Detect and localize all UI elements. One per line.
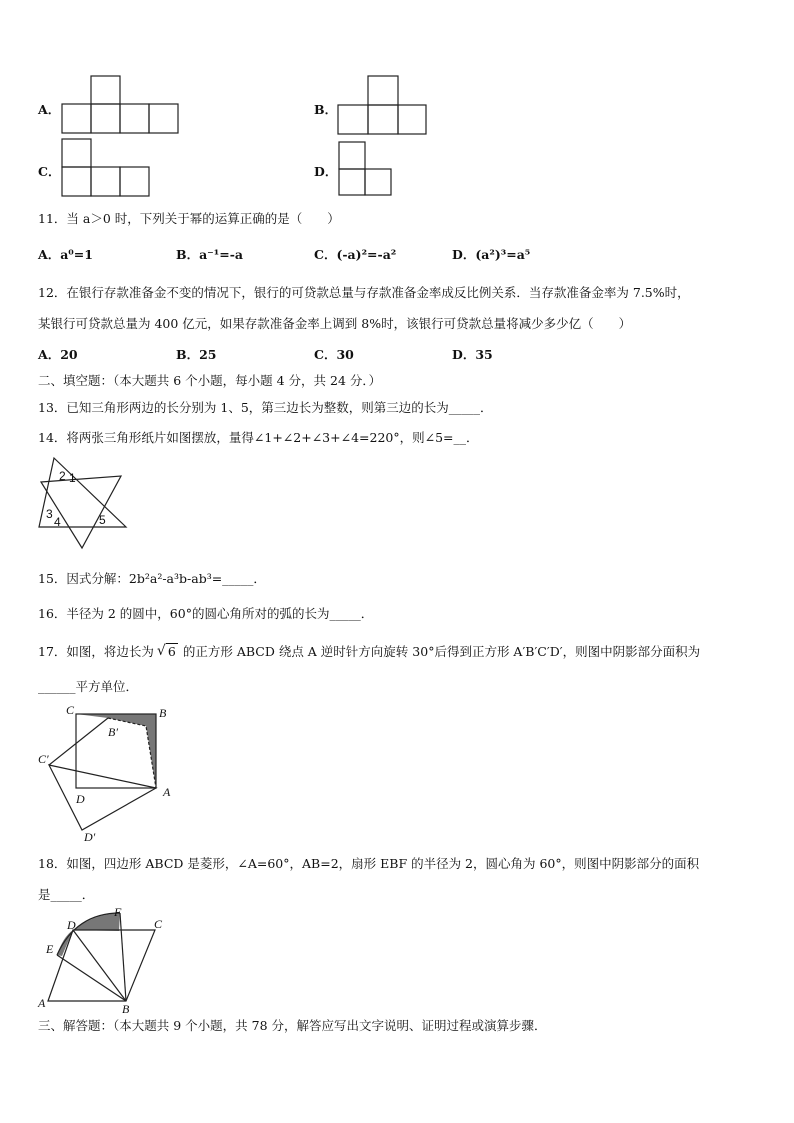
- q11-option-c: C．(-a)²=-a²: [314, 247, 397, 262]
- q18-label-e: E: [46, 942, 54, 956]
- q17-label-b: B: [159, 706, 167, 720]
- q13-text: 13．已知三角形两边的长分别为 1、5，第三边长为整数，则第三边的长为_____．: [38, 400, 493, 415]
- q11-option-d: D．(a²)³=a⁵: [452, 247, 531, 262]
- q12-line1: 12．在银行存款准备金不变的情况下，银行的可贷款总量与存款准备金率成反比例关系．当存款准备金率为 7.5%时，: [38, 285, 690, 300]
- q10-net-a: [62, 76, 182, 136]
- q18-label-d: D: [67, 918, 76, 932]
- q14-label-3: 3: [46, 507, 53, 521]
- q17-label-d: D: [76, 792, 85, 806]
- q17-label-cprime: C′: [38, 752, 49, 766]
- sqrt-symbol: √ 6: [156, 643, 176, 659]
- section3-heading: 三、解答题：（本大题共 9 个小题，共 78 分，解答应写出文字说明、证明过程或演算步骤．: [38, 1018, 547, 1033]
- q18-line2: 是_____．: [38, 887, 95, 902]
- q12-option-d: D．35: [452, 347, 493, 362]
- q17-label-dprime: D′: [84, 830, 96, 844]
- q16-text: 16．半径为 2 的圆中，60°的圆心角所对的弧的长为_____．: [38, 606, 374, 621]
- q17-label-a: A: [163, 785, 171, 799]
- q18-figure: [36, 905, 166, 1016]
- q10-net-b: [338, 76, 430, 136]
- q10-net-d: [339, 142, 395, 198]
- q14-label-4: 4: [54, 515, 61, 529]
- q18-label-a: A: [38, 996, 46, 1010]
- q18-label-c: C: [154, 917, 163, 931]
- q11-option-a: A．a⁰=1: [38, 247, 93, 262]
- q18-label-f: F: [114, 905, 122, 919]
- q17-label-c: C: [66, 703, 75, 717]
- q10-net-c: [62, 139, 152, 199]
- q11-text: 11．当 a＞0 时，下列关于幂的运算正确的是（ ）: [38, 211, 340, 226]
- section2-heading: 二、填空题：（本大题共 6 个小题，每小题 4 分，共 24 分．）: [38, 373, 382, 388]
- q14-label-1: 1: [69, 471, 76, 485]
- q18-label-b: B: [122, 1002, 130, 1016]
- q10-option-b-label: B．: [314, 102, 338, 117]
- q10-option-d-label: D．: [314, 164, 338, 179]
- q17-figure: [36, 702, 186, 847]
- q14-text: 14．将两张三角形纸片如图摆放，量得∠1+∠2+∠3+∠4=220°，则∠5=__．: [38, 430, 479, 445]
- q14-label-2: 2: [59, 469, 66, 483]
- q12-option-a: A．20: [38, 347, 78, 362]
- q12-option-b: B．25: [176, 347, 217, 362]
- q15-text: 15．因式分解：2b²a²-a³b-ab³=_____．: [38, 571, 266, 586]
- q17-line2: ______平方单位．: [38, 679, 139, 694]
- q18-line1: 18．如图，四边形 ABCD 是菱形，∠A=60°，AB=2，扇形 EBF 的半径为 2，圆心角为 60°，则图中阴影部分的面积: [38, 856, 700, 871]
- q10-option-c-label: C．: [38, 164, 61, 179]
- q14-figure: [36, 452, 128, 552]
- q17-text: 17．如图，将边长为 √ 6 的正方形 ABCD 绕点 A 逆时针方向旋转 30°后得到正方形 A′B′C′D′，则图中阴影部分面积为: [38, 643, 701, 659]
- q17-label-bprime: B′: [108, 725, 118, 739]
- q14-label-5: 5: [99, 513, 106, 527]
- q10-option-a-label: A．: [38, 102, 61, 117]
- q12-option-c: C．30: [314, 347, 354, 362]
- q11-option-b: B．a⁻¹=-a: [176, 247, 243, 262]
- q12-line2: 某银行可贷款总量为 400 亿元，如果存款准备金率上调到 8%时，该银行可贷款总量将减少多少亿（ ）: [38, 316, 632, 331]
